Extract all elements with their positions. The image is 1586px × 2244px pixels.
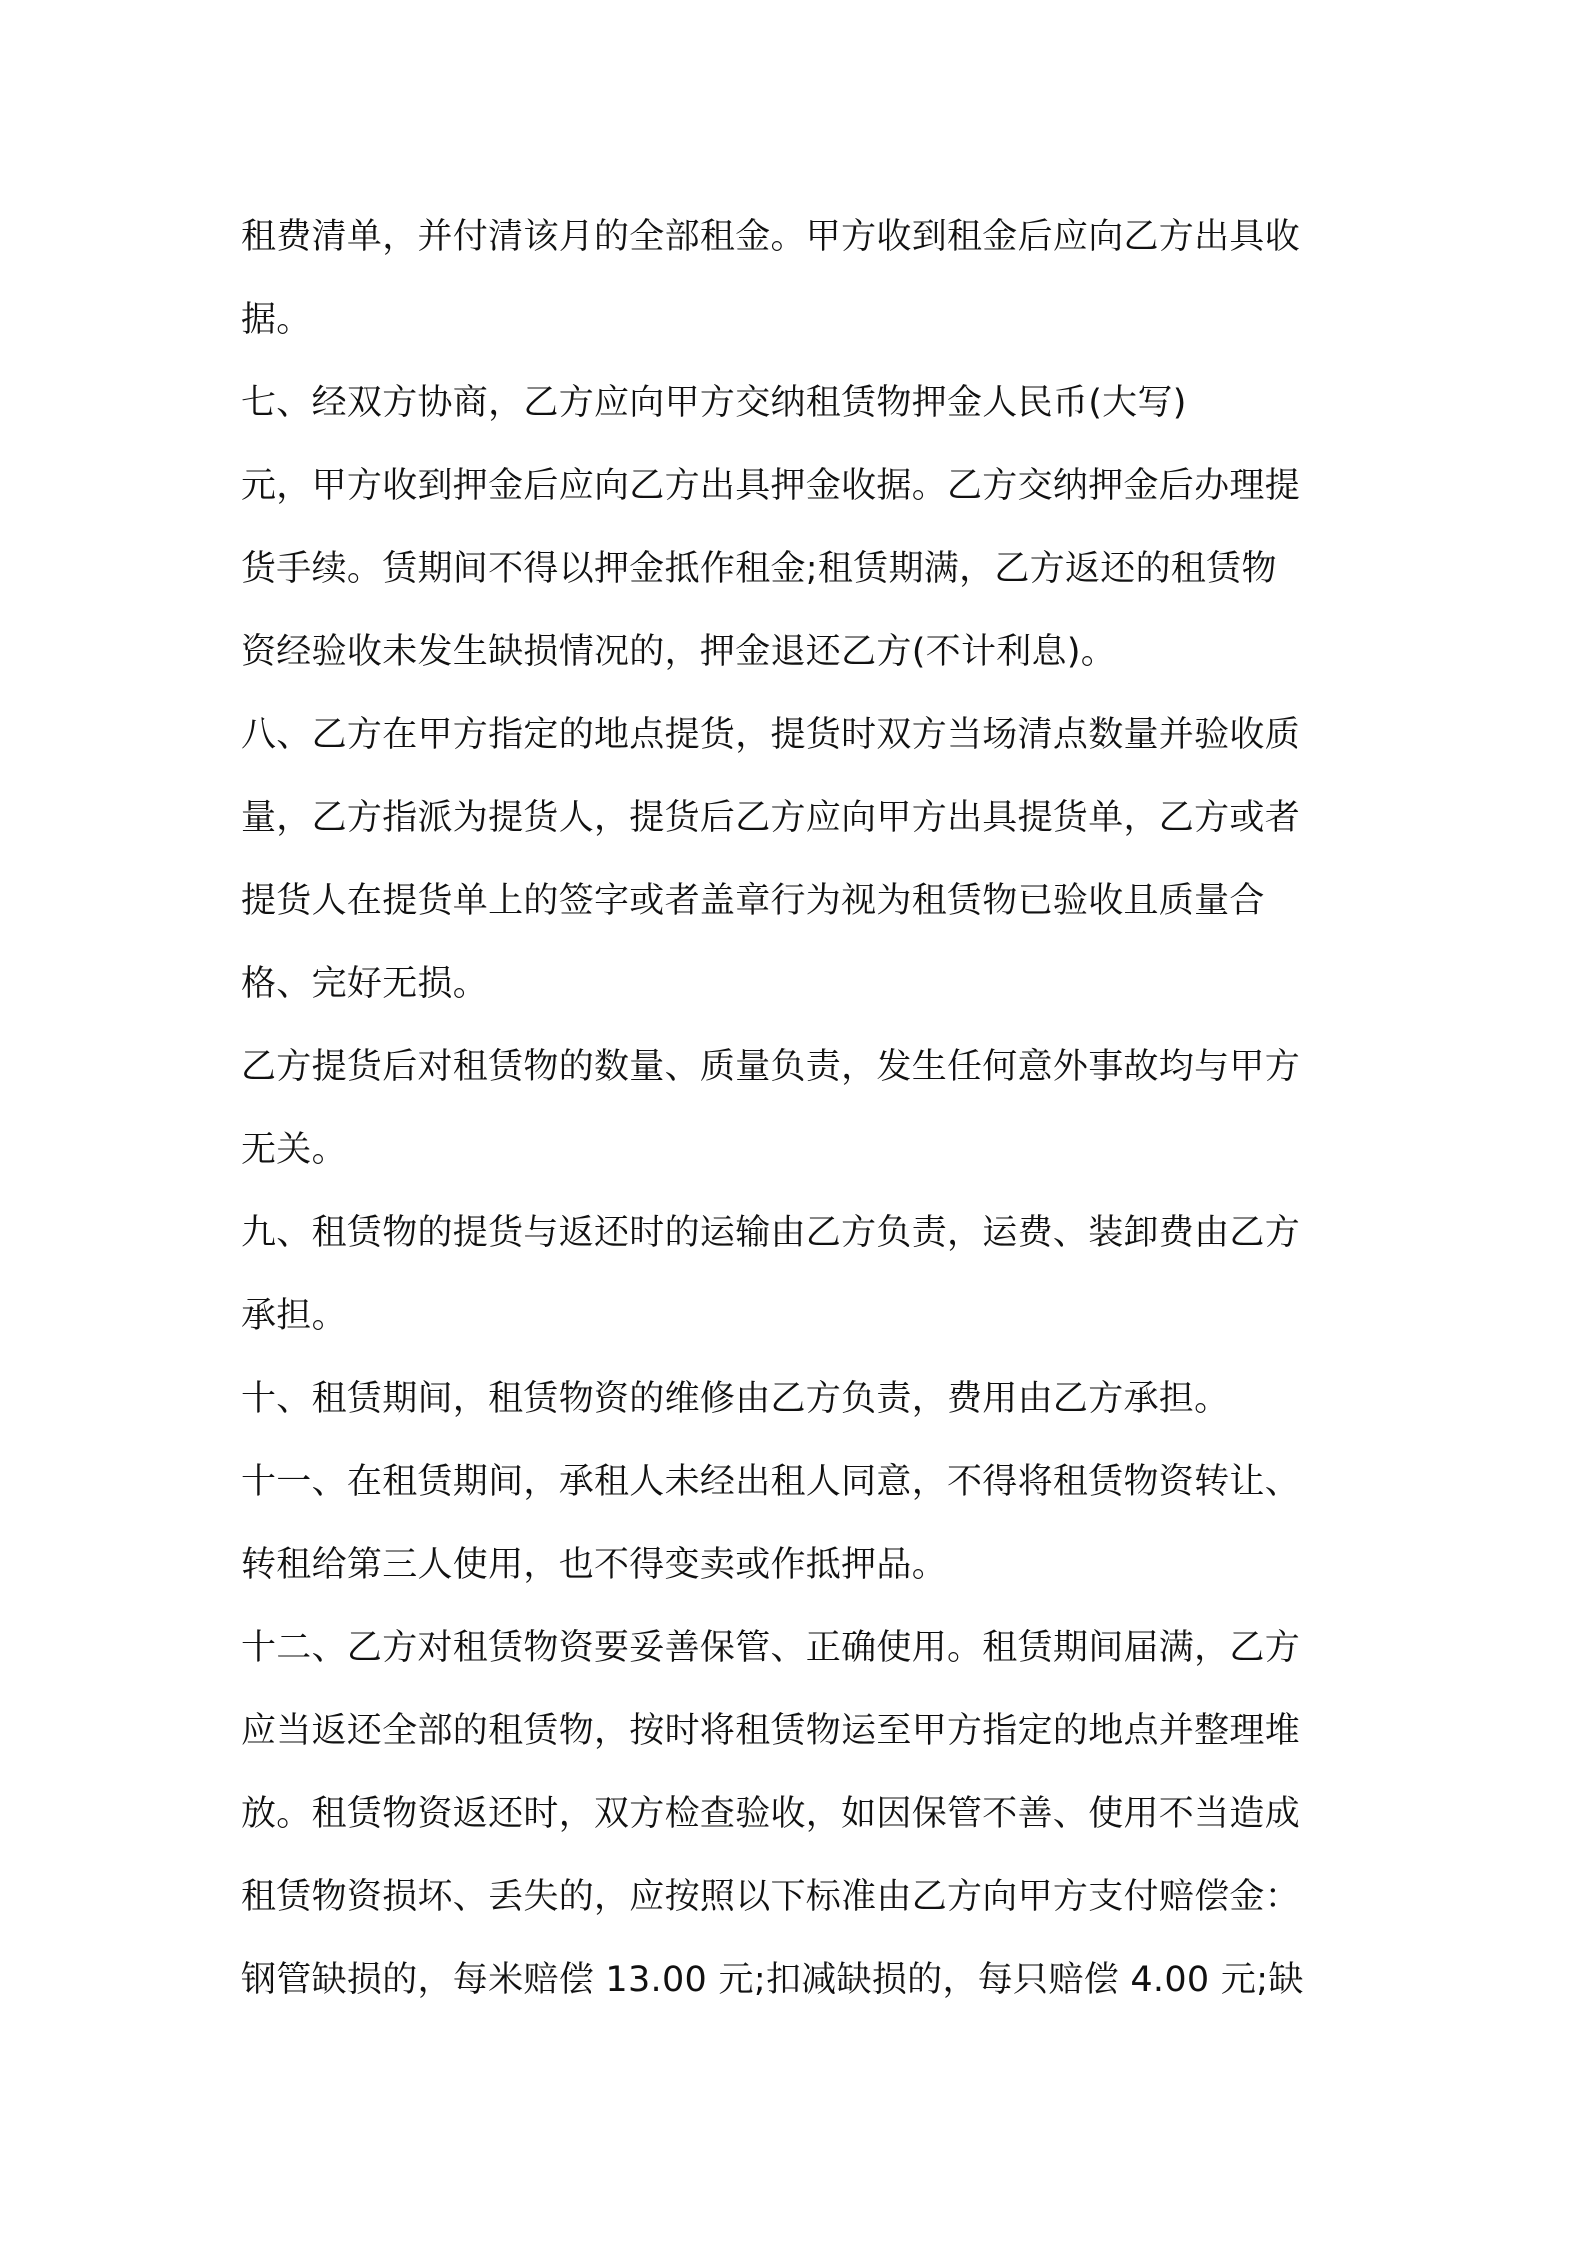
text-line: 租赁物资损坏、丢失的，应按照以下标准由乙方向甲方支付赔偿金： <box>241 1877 1301 1917</box>
text-line: 九、租赁物的提货与返还时的运输由乙方负责，运费、装卸费由乙方 <box>241 1213 1301 1253</box>
text-line: 元，甲方收到押金后应向乙方出具押金收据。乙方交纳押金后办理提 <box>241 466 1301 506</box>
text-line: 承担。 <box>241 1296 347 1336</box>
text-line: 七、经双方协商，乙方应向甲方交纳租赁物押金人民币(大写) <box>241 383 1187 423</box>
text-line: 据。 <box>241 300 312 340</box>
text-line: 资经验收未发生缺损情况的，押金退还乙方(不计利息)。 <box>241 632 1117 672</box>
text-line: 十一、在租赁期间，承租人未经出租人同意，不得将租赁物资转让、 <box>241 1462 1301 1502</box>
text-line: 乙方提货后对租赁物的数量、质量负责，发生任何意外事故均与甲方 <box>241 1047 1301 1087</box>
document-body <box>241 196 1361 2022</box>
text-line: 租费清单，并付清该月的全部租金。甲方收到租金后应向乙方出具收 <box>241 217 1301 257</box>
text-line: 十、租赁期间，租赁物资的维修由乙方负责，费用由乙方承担。 <box>241 1379 1230 1419</box>
text-line: 八、乙方在甲方指定的地点提货，提货时双方当场清点数量并验收质 <box>241 715 1301 755</box>
text-line: 钢管缺损的，每米赔偿 13.00 元;扣减缺损的，每只赔偿 4.00 元;缺 <box>241 1960 1304 2000</box>
text-line: 应当返还全部的租赁物，按时将租赁物运至甲方指定的地点并整理堆 <box>241 1711 1301 1751</box>
text-line: 量，乙方指派为提货人，提货后乙方应向甲方出具提货单，乙方或者 <box>241 798 1301 838</box>
text-line: 转租给第三人使用，也不得变卖或作抵押品。 <box>241 1545 948 1585</box>
text-line: 格、完好无损。 <box>241 964 489 1004</box>
text-line: 无关。 <box>241 1130 347 1170</box>
text-line: 提货人在提货单上的签字或者盖章行为视为租赁物已验收且质量合 <box>241 881 1265 921</box>
text-line: 货手续。赁期间不得以押金抵作租金;租赁期满，乙方返还的租赁物 <box>241 549 1277 589</box>
text-line: 十二、乙方对租赁物资要妥善保管、正确使用。租赁期间届满，乙方 <box>241 1628 1301 1668</box>
text-line: 放。租赁物资返还时，双方检查验收，如因保管不善、使用不当造成 <box>241 1794 1301 1834</box>
